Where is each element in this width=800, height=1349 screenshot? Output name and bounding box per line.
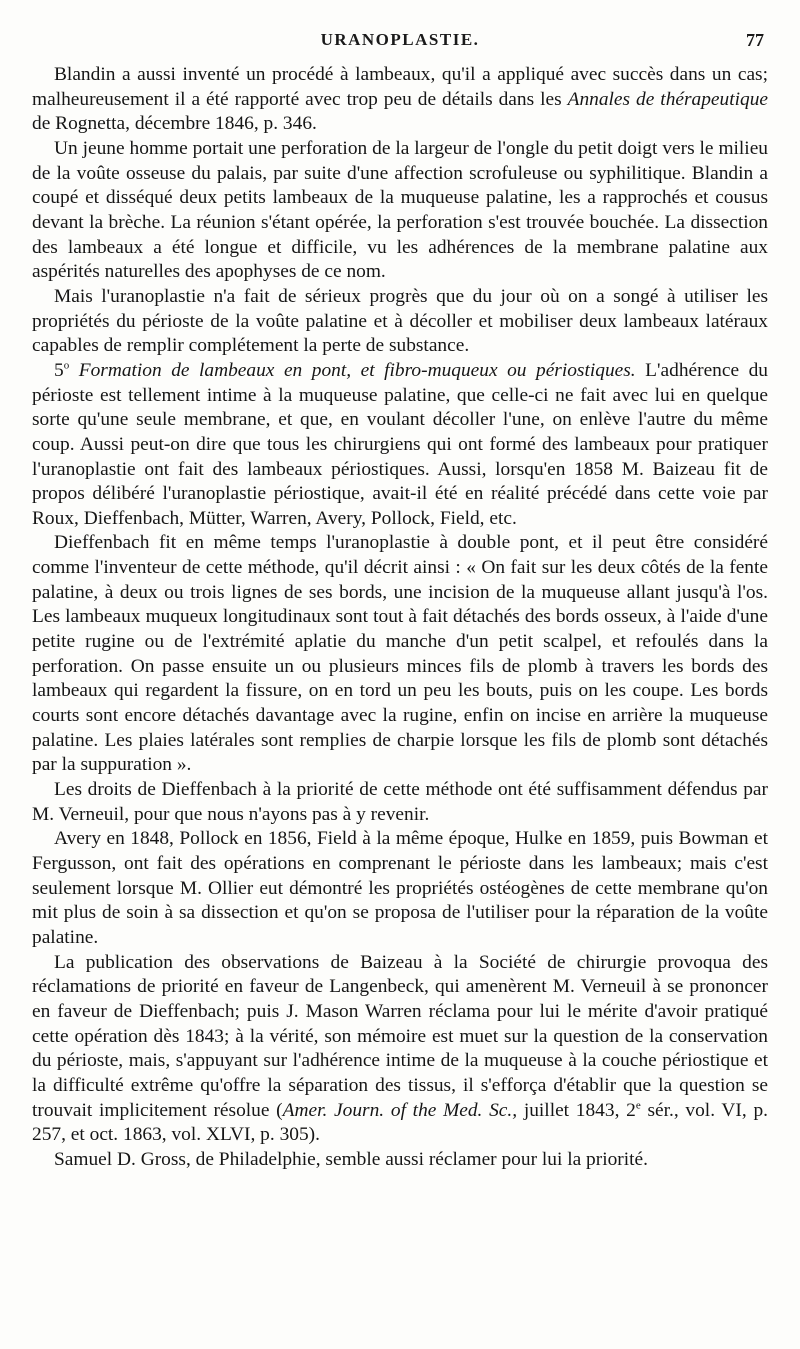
text-run: sér., vol. VI, p. 257, et oct. 1863, vol. XLVI, p. 305). [32,1099,768,1146]
text-run: Samuel D. Gross, de Philadelphie, semble aussi réclamer pour lui la priorité. [54,1148,648,1170]
text-run: Les droits de Dieffenbach à la priorité de cette méthode ont été suffisamment défendus par M. Verneuil, pour que nous n'ayons pas à y revenir. [32,779,768,825]
paragraph-case-description [32,137,768,285]
text-run: Blandin a aussi inventé un procédé à lambeaux, qu'il a appliqué avec succès dans un cas; malheureusement il a été rapporté avec trop peu de détails dans les [32,64,768,110]
running-head [32,30,768,54]
text-run: Mais l'uranoplastie n'a fait de sérieux progrès que du jour où on a songé à utiliser les propriétés du périoste de la voûte palatine et à décoller et mobiliser deux lambeaux latéraux capables de remplir complétement la perte de substance. [32,285,768,357]
body-text [32,63,768,1173]
ordinal-suffix: o [63,359,70,372]
paragraph-dieffenbach-rights [32,778,768,827]
text-run: La publication des observations de Baizeau à la Société de chirurgie provoqua des réclamations de priorité en faveur de Langenbeck, qui amenèrent M. Verneuil à se prononcer en faveur de Dieffenbach; puis J. Mason Warren réclama pour lui le mérite d'avoir pratiqué cette opération dès 1843; à la vérité, son mémoire est muet sur la question de la conservation du périoste, mais, s'appuyant sur l'adhérence intime de la muqueuse à la couche périostique et la difficulté extrême qu'offre la séparation des tissus, il s'efforça d'établir que la question se trouvait implicitement résolue ( [32,951,768,1121]
paragraph-section-5 [32,359,768,532]
text-run: Un jeune homme portait une perforation de la largeur de l'ongle du petit doigt vers le milieu de la voûte osseuse du palais, par suite d'une affection scrofuleuse ou syphilitique. Blandin a coupé et disséqué deux petits lambeaux de la muqueuse palatine, les a rapprochés et cousus devant la brèche. La réunion s'étant opérée, la perforation s'est trouvée bouchée. La dissection des lambeaux a été longue et difficile, vu les adhérences de la membrane palatine aux aspérités naturelles des apophyses de ce nom. [32,137,768,283]
paragraph-baizeau-publication [32,951,768,1148]
paragraph-uranoplastie-progress [32,285,768,359]
text-run [69,360,79,381]
text-run: L'adhérence du périoste est tellement intime à la muqueuse palatine, que celle-ci ne fait avec lui en quelque sorte qu'une seule membrane, et que, en voulant décoller l'une, on enlève l'autre du même coup. Aussi peut-on dire que tous les chirurgiens qui ont formé des lambeaux pour pratiquer l'uranoplastie ont fait des lambeaux périostiques. Aussi, lorsqu'en 1858 M. Baizeau fit de propos délibéré l'uranoplastie périostique, avait-il été en réalité précédé dans cette voie par Roux, Dieffenbach, Mütter, Warren, Avery, Pollock, Field, etc. [32,359,769,529]
paragraph-gross [32,1148,768,1173]
text-run: Dieffenbach fit en même temps l'uranoplastie à double pont, et il peut être considéré comme l'inventeur de cette méthode, qu'il décrit ainsi : « On fait sur les deux côtés de la fente palatine, à deux ou trois lignes de ses bords, une incision de la muqueuse allant jusqu'à l'os. Les lambeaux muqueux longitudinaux sont tout à fait détachés des bords osseux, à l'aide d'une petite rugine ou de l'extrémité aplatie du manche d'un petit scalpel, et refoulés dans la perforation. On passe ensuite un ou plusieurs minces fils de plomb à travers les bords des lambeaux qui regardent la fissure, on en tord un peu les bouts, puis on les coupe. Les bords courts sont encore détachés davantage avec la rugine, enfin on incise en arrière la muqueuse palatine. Les plaies latérales sont remplies de charpie lorsque les fils de plomb sont détachés par la suppuration ». [32,532,768,776]
journal-title: Annales de thérapeutique [567,88,768,110]
section-number: 5 [54,359,64,381]
paragraph-blandin-intro [32,63,768,137]
running-title: URANOPLASTIE. [320,30,480,49]
text-run: de Rognetta, décembre 1846, p. 346. [32,113,317,135]
ordinal-suffix: e [635,1099,641,1112]
paragraph-dieffenbach-method [32,531,768,778]
page-number: 77 [746,30,764,50]
text-run: Avery en 1848, Pollock en 1856, Field à la même époque, Hulke en 1859, puis Bowman et Fergusson, ont fait des opérations en comprenant le périoste dans les lambeaux; mais c'est seulement lorsque M. Ollier eut démontré les propriétés ostéogènes de cette membrane qu'on mit plus de soin à sa dissection et qu'on se proposa de l'utiliser pour la réparation de la voûte palatine. [32,828,768,948]
paragraph-avery-pollock [32,827,768,950]
text-run: juillet 1843, 2 [517,1099,636,1121]
journal-citation: Amer. Journ. of the Med. Sc., [282,1099,518,1121]
section-heading: Formation de lambeaux en pont, et fibro-muqueux ou périostiques. [78,359,636,381]
